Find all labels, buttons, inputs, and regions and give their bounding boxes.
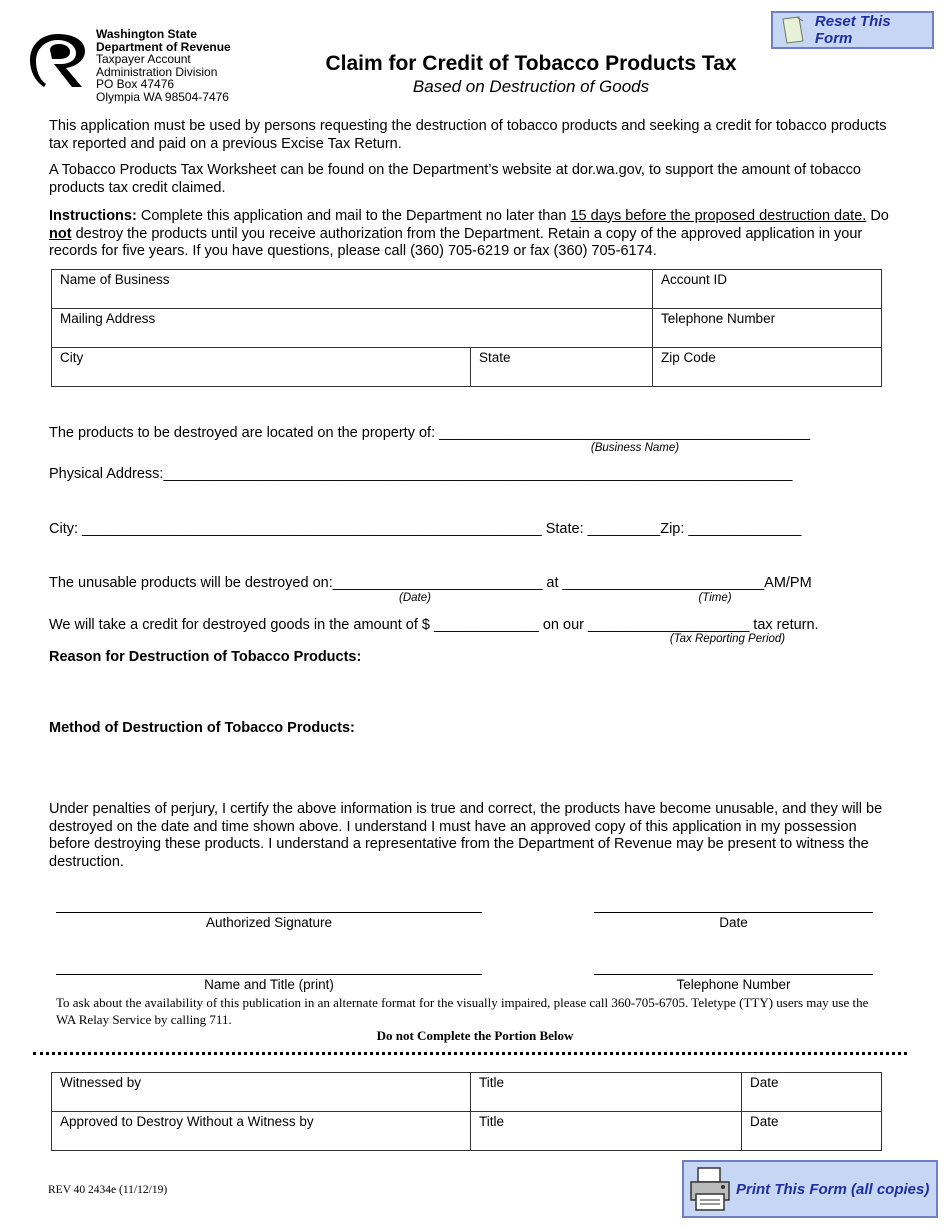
business-name-caption: (Business Name) [590,442,680,454]
approved-by-field[interactable]: Approved to Destroy Without a Witness by [52,1112,471,1151]
time-caption: (Time) [698,592,732,604]
reset-form-label: Reset This Form [814,13,891,47]
intro-paragraph-1: This application must be used by persons requesting the destruction of tobacco products and seeking a credit for tobacco products tax reported and paid on a previous Excise Tax Return. [49,118,887,152]
accessibility-notice: To ask about the availability of this publication in an alternate format for the visually impaired, please call 360-705-6705. Teletype (TTY) users may use the WA Relay Service by calling 711. [56,995,869,1027]
tax-period-caption: (Tax Reporting Period) [669,633,786,645]
agency-po-box: PO Box 47476 [96,77,175,91]
witnessed-by-field[interactable]: Witnessed by [52,1073,471,1112]
city-state-zip-field[interactable]: City: _________________________________________________________ State: _________Zip: ______________ [49,521,802,537]
telephone-field[interactable]: Telephone Number [653,309,882,348]
witness-title-field[interactable]: Title [471,1073,742,1112]
dotted-separator [33,1052,907,1055]
agency-division-2: Administration Division [96,64,218,79]
print-form-button[interactable] [682,1160,938,1218]
instructions-text-c: destroy the products until you receive authorization from the Department. Retain a copy of the approved application in your records for five years. If you have questions, please call (360) 705-6219 or fax (360) 705-6174. [49,225,863,259]
intro-paragraph-2: A Tobacco Products Tax Worksheet can be found on the Department’s website at dor.wa.gov, to support the amount of tobacco products tax credit claimed. [49,162,861,196]
do-not-complete-notice: Do not Complete the Portion Below [376,1028,574,1043]
business-name-field[interactable]: Name of Business [52,270,653,309]
account-id-field[interactable]: Account ID [653,270,882,309]
form-title: Claim for Credit of Tobacco Products Tax [325,52,737,75]
signature-date-line[interactable] [594,912,873,913]
destruction-date-time-field[interactable]: The unusable products will be destroyed on:__________________________ at _________________________AM/PM [49,575,812,591]
agency-name-1: Washington State [96,27,197,41]
credit-amount-field[interactable]: We will take a credit for destroyed goods in the amount of $ _____________ on our ____________________ tax return. [49,617,819,633]
instructions-not: not [49,225,72,242]
method-heading: Method of Destruction of Tobacco Products: [49,720,355,736]
signature-date-label: Date [719,915,748,930]
approver-date-field[interactable]: Date [742,1112,882,1151]
document-icon [779,15,807,45]
physical-address-field[interactable]: Physical Address:______________________________________________________________________________ [49,466,793,482]
authorized-signature-label: Authorized Signature [205,915,333,930]
business-info-table [51,269,882,387]
agency-division-1: Taxpayer Account [96,52,191,66]
telephone-label: Telephone Number [676,977,791,992]
instructions-label: Instructions: [49,208,137,224]
reason-heading: Reason for Destruction of Tobacco Products: [49,649,362,665]
name-title-label: Name and Title (print) [204,977,334,992]
date-caption: (Date) [399,592,431,604]
authorized-signature-line[interactable] [56,912,482,913]
printer-icon [688,1166,732,1212]
approver-title-field[interactable]: Title [471,1112,742,1151]
property-owner-field[interactable]: The products to be destroyed are located on the property of: ______________________________________________ [49,425,811,441]
zip-code-field[interactable]: Zip Code [653,348,882,387]
print-form-label: Print This Form (all copies) [736,1180,930,1198]
state-field[interactable]: State [471,348,653,387]
instructions-paragraph [49,208,899,261]
name-title-line[interactable] [56,974,482,975]
witness-date-field[interactable]: Date [742,1073,882,1112]
agency-city: Olympia WA 98504-7476 [96,89,229,104]
agency-name-2: Department of Revenue [96,39,231,54]
form-subtitle: Based on Destruction of Goods [412,77,650,96]
telephone-line[interactable] [594,974,873,975]
instructions-deadline: 15 days before the proposed destruction date. [570,208,867,224]
instructions-text-a: Complete this application and mail to the Department no later than [136,208,571,224]
instructions-text-b: Do [866,208,889,224]
office-use-table [51,1072,882,1151]
city-field[interactable]: City [52,348,471,387]
form-number: REV 40 2434e (11/12/19) [48,1184,168,1196]
reset-form-button[interactable] [771,11,934,49]
certification-paragraph: Under penalties of perjury, I certify the above information is true and correct, the products have become unusable, and they will be destroyed on the date and time shown above. I understand I must have an approved copy of this application in my possession before destroying these products. I understand a representative from the Department of Revenue may be present to witness the destruction. [49,801,883,870]
mailing-address-field[interactable]: Mailing Address [52,309,653,348]
